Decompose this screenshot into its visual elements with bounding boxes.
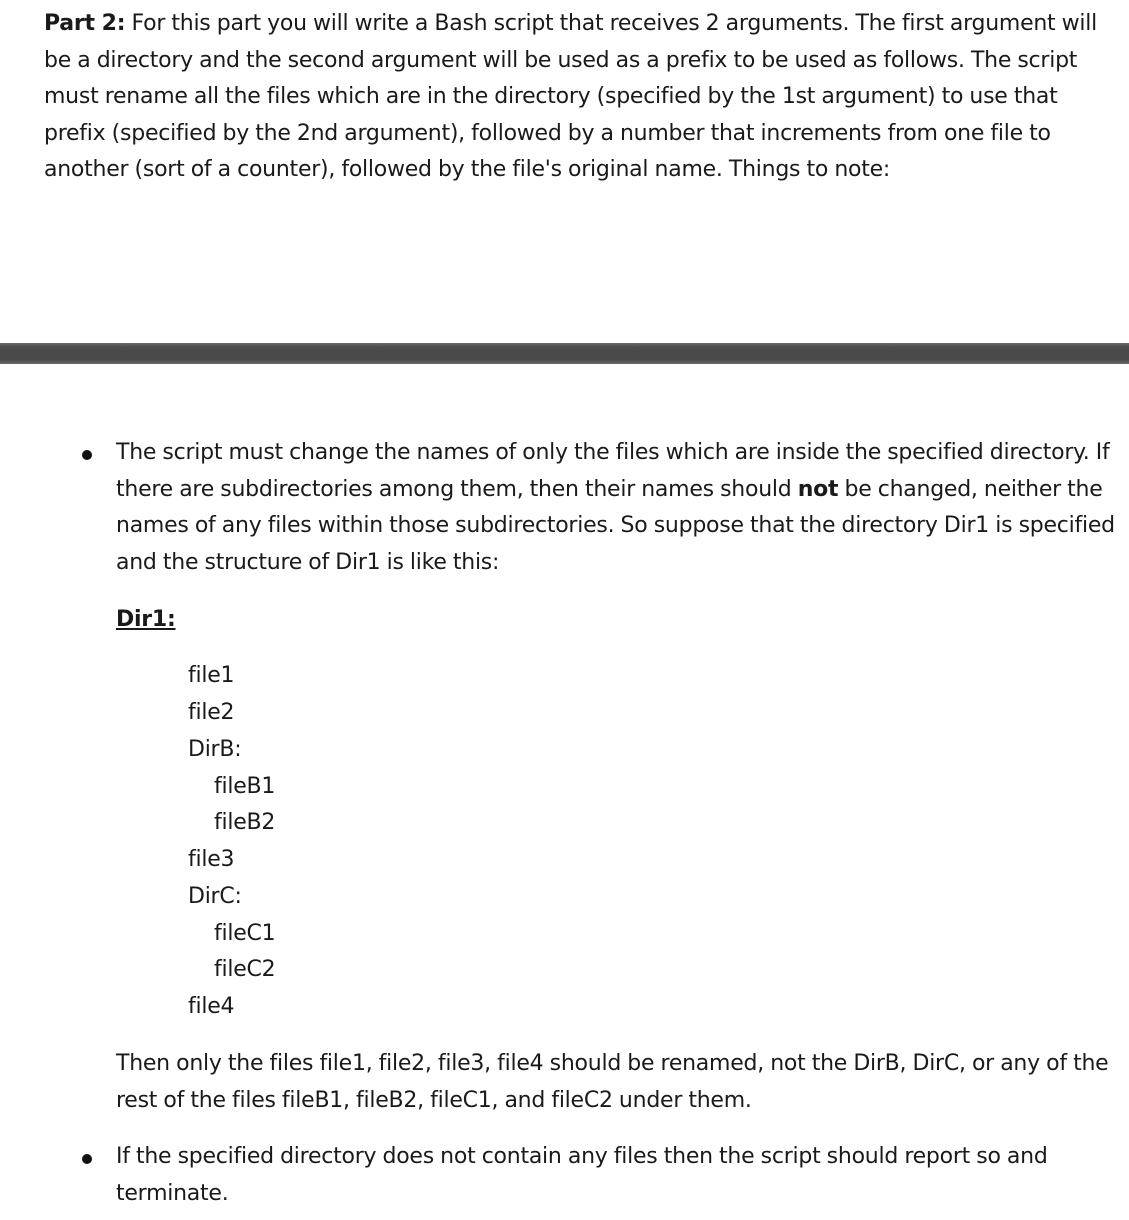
tree-entry-file: file1 xyxy=(188,663,235,688)
tree-entry-directory: DirB: xyxy=(188,737,242,762)
tree-entry-subfile: fileC2 xyxy=(214,957,276,982)
followup-paragraph: Then only the files file1, file2, file3, file4 should be renamed, not the DirB, DirC, or any of the rest of the files fileB1, fileB2, fileC1, and fileC2 under them. xyxy=(116,1051,1109,1113)
bullet-item-1-emphasis: not xyxy=(797,476,839,502)
part-label: Part 2: xyxy=(44,11,126,36)
bullet-icon xyxy=(82,450,92,460)
tree-entry-file: file3 xyxy=(188,847,235,872)
bullet-item-1 xyxy=(116,435,1116,581)
bullet-item-1-text-before: The script must change the names of only the files which are inside the specified directory. If there are subdirectories among them, then their names should xyxy=(116,440,1110,502)
tree-entry-directory: DirC: xyxy=(188,884,242,909)
tree-entry-subfile: fileB1 xyxy=(214,774,276,799)
tree-entry-subfile: fileB2 xyxy=(214,810,276,835)
section-divider xyxy=(0,343,1129,364)
directory-title: Dir1: xyxy=(116,607,176,632)
intro-paragraph xyxy=(44,6,1124,189)
bullet-item-2: If the specified directory does not contain any files then the script should report so and terminate. xyxy=(116,1144,1048,1206)
tree-entry-file: file2 xyxy=(188,700,235,725)
intro-text: For this part you will write a Bash script that receives 2 arguments. The first argument will be a directory and the second argument will be used as a prefix to be used as follows. The script must rename all the files which are in the directory (specified by the 1st argument) to use that prefix (specified by the 2nd argument), followed by a number that increments from one file to another (sort of a counter), followed by the file's original name. Things to note: xyxy=(44,11,1098,183)
tree-entry-file: file4 xyxy=(188,994,235,1019)
tree-entry-subfile: fileC1 xyxy=(214,921,276,946)
bullet-icon xyxy=(82,1154,92,1164)
bullet-item-1-text-after: be changed, neither the names of any files within those subdirectories. So suppose that the directory Dir1 is specified and the structure of Dir1 is like this: xyxy=(116,476,1115,575)
